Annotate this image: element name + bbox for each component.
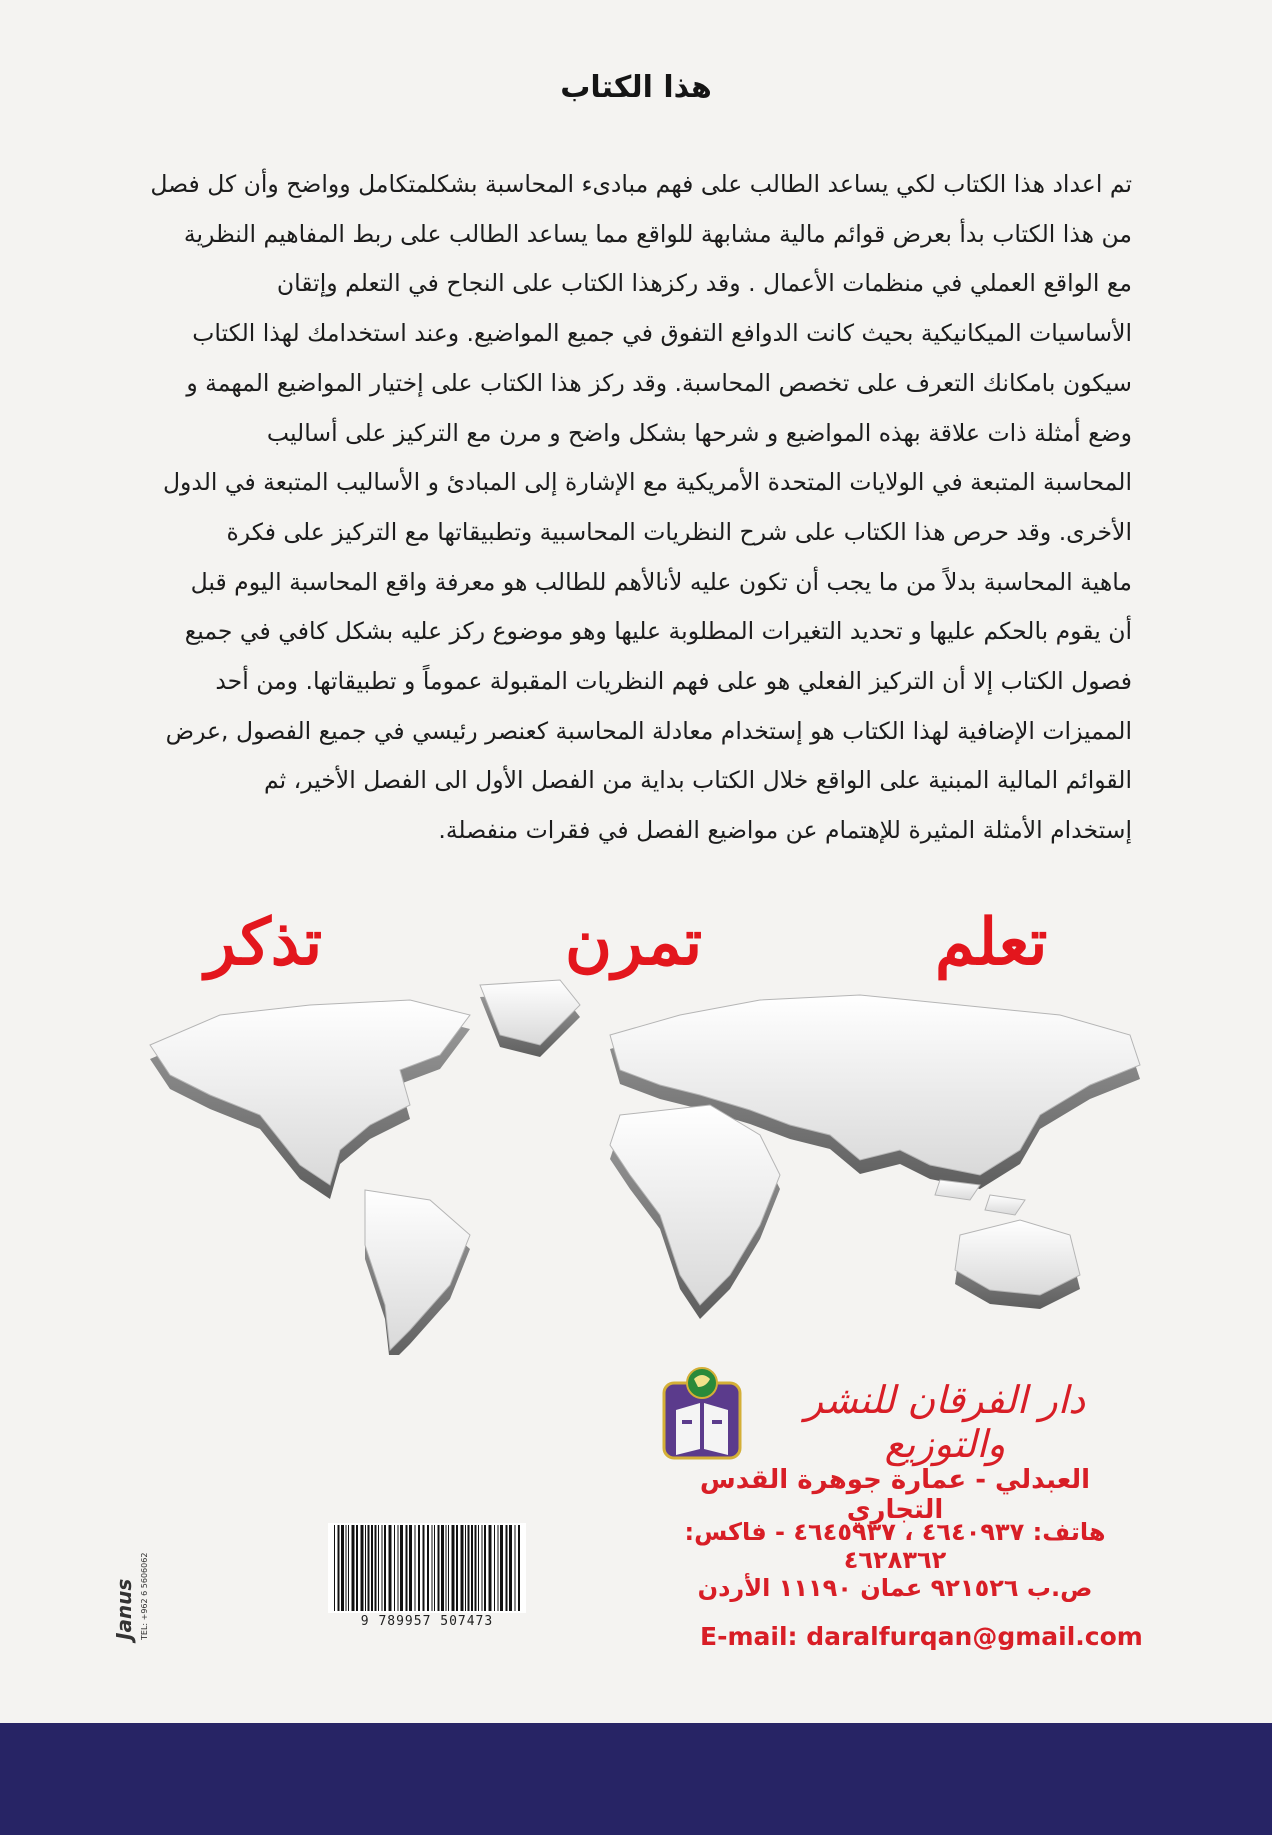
barcode-bar bbox=[432, 1525, 433, 1611]
description-line: المحاسبة المتبعة في الولايات المتحدة الأمريكية مع الإشارة إلى المبادئ و الأساليب المتبعة في الدول bbox=[162, 468, 1132, 497]
barcode-bar bbox=[478, 1525, 479, 1611]
barcode-bar bbox=[482, 1525, 483, 1611]
barcode-bar bbox=[384, 1525, 386, 1611]
barcode-bar bbox=[509, 1525, 512, 1611]
publisher-address: العبدلي - عمارة جوهرة القدس التجاري bbox=[699, 1465, 1091, 1525]
motto-practice: تمرن bbox=[565, 905, 703, 980]
barcode-bar bbox=[489, 1525, 492, 1611]
barcode-bar bbox=[348, 1525, 349, 1611]
printer-phone: TEL: +962 6 5606062 bbox=[140, 1552, 149, 1640]
publisher-po-box: ص.ب ٩٢١٥٢٦ عمان ١١١٩٠ الأردن bbox=[697, 1574, 1093, 1602]
barcode-bar bbox=[427, 1525, 429, 1611]
barcode-bar bbox=[438, 1525, 440, 1611]
publisher-email: E-mail: daralfurqan@gmail.com bbox=[700, 1622, 1143, 1651]
description-line: إستخدام الأمثلة المثيرة للإهتمام عن مواضيع الفصل في فقرات منفصلة. bbox=[438, 816, 1132, 845]
continent-north-america bbox=[150, 1000, 470, 1199]
barcode-bar bbox=[518, 1525, 520, 1611]
barcode-bar bbox=[365, 1525, 366, 1611]
islands-southeast-asia bbox=[935, 1180, 1025, 1215]
barcode-bar bbox=[471, 1525, 473, 1611]
motto-remember: تذكر bbox=[205, 905, 323, 980]
barcode-bar bbox=[494, 1525, 495, 1611]
barcode-bar bbox=[500, 1525, 503, 1611]
printer-brand-mark: Janus bbox=[112, 1578, 136, 1640]
barcode-bar bbox=[368, 1525, 370, 1611]
description-line: من هذا الكتاب بدأ بعرض قوائم مالية مشابهة للواقع مما يساعد الطالب على ربط المفاهيم النظرية bbox=[183, 219, 1132, 248]
barcode-bar bbox=[378, 1525, 379, 1611]
barcode-bar bbox=[371, 1525, 373, 1611]
barcode-bar bbox=[382, 1525, 383, 1611]
barcode-bar bbox=[346, 1525, 347, 1611]
barcode-bar bbox=[498, 1525, 499, 1611]
description-line: تم اعداد هذا الكتاب لكي يساعد الطالب على فهم مبادىء المحاسبة بشكلمتكامل وواضح وأن كل فصل bbox=[150, 170, 1132, 198]
barcode-bar bbox=[418, 1525, 420, 1611]
continent-africa bbox=[610, 1105, 780, 1319]
barcode-bar bbox=[434, 1525, 435, 1611]
description-line: فصول الكتاب إلا أن التركيز الفعلي هو على فهم النظريات المقبولة عموماً و تطبيقاتها. ومن أحد bbox=[215, 667, 1132, 696]
barcode-bar bbox=[465, 1525, 466, 1611]
barcode-bar bbox=[375, 1525, 377, 1611]
footer-band bbox=[0, 1723, 1272, 1835]
description-line: ماهية المحاسبة بدلاً من ما يجب أن تكون عليه لأنالأهم للطالب هو معرفة واقع المحاسبة اليوم قبل bbox=[190, 567, 1132, 596]
description-line: وضع أمثلة ذات علاقة بهذه المواضيع و شرحها بشكل واضح و مرن مع التركيز على أساليب bbox=[266, 418, 1132, 447]
barcode-bar bbox=[406, 1525, 408, 1611]
barcode-bar bbox=[398, 1525, 399, 1611]
barcode-bar bbox=[423, 1525, 425, 1611]
barcode-bar bbox=[468, 1525, 470, 1611]
description-line: مع الواقع العملي في منظمات الأعمال . وقد ركزهذا الكتاب على النجاح في التعلم وإتقان bbox=[276, 269, 1132, 298]
barcode-bar bbox=[446, 1525, 447, 1611]
continent-greenland bbox=[480, 980, 580, 1057]
book-description bbox=[140, 160, 1132, 856]
barcode-bar bbox=[352, 1525, 355, 1611]
world-map-illustration bbox=[140, 975, 1180, 1355]
barcode-bar bbox=[394, 1525, 395, 1611]
isbn-barcode bbox=[328, 1523, 526, 1613]
publisher-phones: هاتف: ٤٦٤٠٩٣٧ ، ٤٦٤٥٩٣٧ - فاكس: ٤٦٢٨٣٦٢ bbox=[684, 1518, 1106, 1574]
barcode-bar bbox=[338, 1525, 340, 1611]
barcode-bar bbox=[452, 1525, 455, 1611]
motto-learn: تعلم bbox=[935, 905, 1048, 980]
description-line: أن يقوم بالحكم عليها و تحديد التغيرات المطلوبة عليها وهو موضوع ركز عليه بشكل كافي في جميع bbox=[184, 617, 1132, 646]
barcode-bar bbox=[400, 1525, 403, 1611]
continent-australia bbox=[955, 1220, 1080, 1309]
barcode-bar bbox=[484, 1525, 486, 1611]
isbn-number: 9 789957 507473 bbox=[360, 1614, 494, 1629]
barcode-bar bbox=[456, 1525, 458, 1611]
publisher-logo-icon bbox=[662, 1365, 742, 1460]
description-line: سيكون بامكانك التعرف على تخصص المحاسبة. وقد ركز هذا الكتاب على إختيار المواضيع المهمة و bbox=[186, 368, 1132, 397]
barcode-bar bbox=[506, 1525, 508, 1611]
barcode-bar bbox=[515, 1525, 516, 1611]
description-line: القوائم المالية المبنية على الواقع خلال الكتاب بداية من الفصل الأول الى الفصل الأخير، ثم bbox=[263, 766, 1132, 795]
barcode-bar bbox=[341, 1525, 344, 1611]
barcode-bar bbox=[361, 1525, 364, 1611]
description-line: المميزات الإضافية لهذا الكتاب هو إستخدام معادلة المحاسبة كعنصر رئيسي في جميع الفصول ,عرض bbox=[165, 716, 1132, 745]
description-line: الأخرى. وقد حرص هذا الكتاب على شرح النظريات المحاسبية وتطبيقاتها مع التركيز على فكرة bbox=[226, 517, 1132, 546]
barcode-bar bbox=[448, 1525, 449, 1611]
publisher-name: دار الفرقان للنشر والتوزيع bbox=[804, 1378, 1086, 1466]
barcode-bar bbox=[461, 1525, 464, 1611]
barcode-bar bbox=[334, 1525, 335, 1611]
barcode-bar bbox=[356, 1525, 358, 1611]
continent-south-america bbox=[365, 1190, 470, 1355]
barcode-bar bbox=[441, 1525, 444, 1611]
barcode-bar bbox=[409, 1525, 412, 1611]
barcode-bar bbox=[415, 1525, 416, 1611]
cover-title: هذا الكتاب bbox=[560, 70, 712, 105]
barcode-bar bbox=[475, 1525, 477, 1611]
description-line: الأساسيات الميكانيكية بحيث كانت الدوافع التفوق في جميع المواضيع. وعند استخدامك لهذا الكتاب bbox=[192, 319, 1132, 348]
barcode-bar bbox=[389, 1525, 392, 1611]
